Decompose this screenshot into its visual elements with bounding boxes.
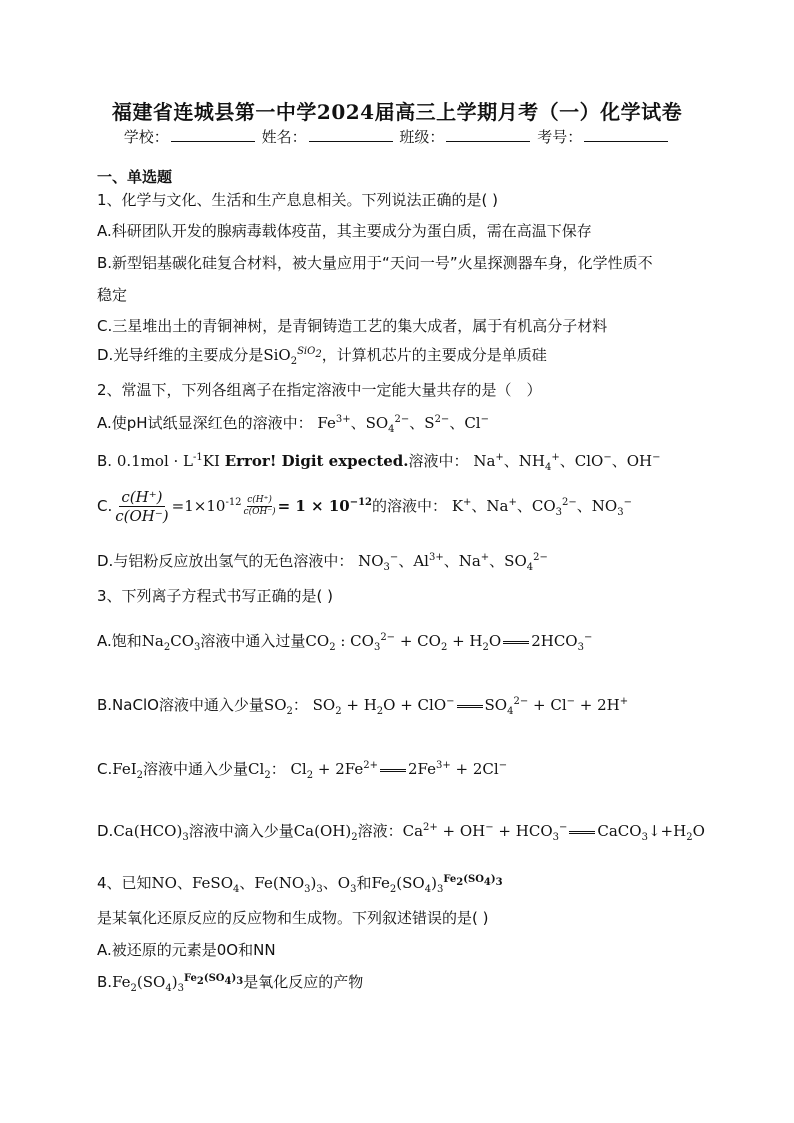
q3-d-equation: $Ca^{2+} + OH^- + HCO_3^-$ $CaCO_3↓+H_2O$ — [402, 822, 705, 843]
q3-a-prefix: A.饱和 — [97, 632, 142, 650]
q3-c-reagent: FeI$_2$ — [112, 760, 144, 781]
ki-text: KI — [202, 452, 220, 470]
equals-arrow — [569, 831, 595, 834]
formula-text: SiO — [297, 346, 316, 357]
exam-title: 福建省连城县第一中学2024届高三上学期月考（一）化学试卷 — [111, 100, 683, 124]
conc-sup: -1 — [193, 452, 203, 463]
q1-d-prefix: D.光导纤维的主要成分是 — [97, 346, 264, 364]
q3-a-mid: 溶液中通入过量 — [200, 632, 306, 650]
formula-sub: 2 — [290, 356, 298, 367]
q2-c-fraction-dup — [244, 495, 276, 518]
q2-c-suffix: 的溶液中： — [372, 497, 448, 515]
q3-d-prefix: D. — [97, 822, 114, 840]
conc-text: 0.1mol · L — [116, 452, 194, 470]
q2-option-a — [97, 412, 489, 433]
equals-arrow — [503, 641, 529, 644]
equals-arrow — [457, 705, 483, 708]
q3-d-reagent2: $Ca(OH)_2$ — [293, 822, 358, 843]
name-label: 姓名： — [261, 128, 307, 146]
q3-option-c — [97, 758, 507, 779]
q4-b-suffix: 是氧化反应的产物 — [243, 973, 364, 991]
q3-a-equation: $CO_2$ : $CO_3^{2-} + CO_2 + H_2O$ $2HCO_3^-$ — [305, 632, 593, 653]
q3-option-d — [97, 820, 705, 841]
q4-stem-and: 和 — [356, 874, 372, 892]
q4-stem-prefix: 4、已知 — [97, 874, 152, 892]
q2-option-c — [97, 488, 632, 525]
q2-c-fraction — [113, 488, 170, 525]
q3-c-mid: 溶液中通入少量 — [143, 760, 249, 778]
q3-option-a — [97, 630, 592, 651]
eq-text: = 1 × 10 — [277, 497, 350, 515]
q1-option-b-cont: 稳定 — [97, 286, 128, 304]
q2-c-equation — [172, 497, 242, 515]
q2-d-ions: $NO_3^-$、$Al^{3+}$、Na+、$SO_4^{2-}$ — [358, 552, 548, 573]
q1-d-formula — [263, 346, 298, 367]
eq-sup: -12 — [225, 497, 242, 508]
number-label: 考号： — [537, 128, 583, 146]
q1-stem: 1、化学与文化、生活和生产息息相关。下列说法正确的是( ) — [97, 191, 499, 209]
fraction-denominator: c(OH⁻) — [243, 507, 276, 517]
class-label: 班级： — [399, 128, 445, 146]
q2-b-conc — [117, 452, 220, 470]
q1-option-a: A.科研团队开发的腺病毒载体疫苗，其主要成分为蛋白质，需在高温下保存 — [97, 222, 592, 240]
q3-a-reagent: $Na_2CO_3$ — [141, 632, 201, 653]
q2-b-error-text: Error! Digit expected. — [224, 452, 409, 470]
q3-b-equation: $SO_2$： $SO_2 + H_2O + ClO^-$ $SO_4^{2-} + Cl^- + 2H^+$ — [263, 696, 629, 717]
fraction-numerator: c(H⁺) — [121, 488, 163, 506]
school-label: 学校： — [123, 128, 169, 146]
formula-text: SiO — [263, 346, 291, 364]
q2-a-ions: $Fe^{3+}$、$SO_4^{2-}$、$S^{2-}$、Cl− — [317, 414, 489, 435]
q2-c-prefix: C. — [97, 497, 113, 515]
q2-d-prefix: D.与铝粉反应放出氢气的无色溶液中： — [97, 552, 354, 570]
q2-b-suffix: 溶液中： — [408, 452, 469, 470]
q2-b-ions: Na+、$NH_4^+$、ClO−、OH− — [473, 452, 661, 473]
eq-sup: −12 — [349, 497, 373, 508]
q1-option-c: C.三星堆出土的青铜神树，是青铜铸造工艺的集大成者，属于有机高分子材料 — [97, 317, 608, 335]
q4-species-last: $Fe_2(SO_4)_3$ — [371, 874, 444, 895]
q3-d-reagent: $Ca(HCO)_3$ — [113, 822, 189, 843]
q1-d-suffix: ，计算机芯片的主要成分是单质硅 — [321, 346, 547, 364]
q3-option-b — [97, 694, 628, 715]
q1-option-d — [97, 344, 547, 365]
eq-text: =1×10 — [171, 497, 226, 515]
q2-c-equation-dup — [278, 497, 372, 515]
q2-option-b — [97, 450, 661, 471]
q3-d-suffix: 溶液： — [357, 822, 403, 840]
q4-b-species-dup: Fe2(SO4)3 — [183, 973, 244, 987]
equals-arrow — [380, 769, 406, 772]
q3-c-equation: $Cl_2$： $Cl_2 + 2Fe^{2+}$ $2Fe^{3+} + 2Cl^-$ — [248, 760, 508, 781]
q3-d-mid: 溶液中滴入少量 — [188, 822, 294, 840]
q4-option-b — [97, 971, 363, 992]
student-info-row — [0, 126, 794, 147]
school-blank[interactable] — [171, 127, 255, 142]
q4-option-a: A.被还原的元素是0O和NN — [97, 941, 276, 959]
q3-c-prefix: C. — [97, 760, 113, 778]
q3-b-prefix: B.NaClO溶液中通入少量 — [97, 696, 264, 714]
q2-option-d — [97, 550, 548, 571]
fraction-numerator: c(H⁺) — [247, 495, 272, 505]
number-blank[interactable] — [584, 127, 668, 142]
class-blank[interactable] — [446, 127, 530, 142]
formula-sub: 2 — [315, 349, 322, 360]
q4-b-prefix: B. — [97, 973, 113, 991]
q2-stem: 2、常温下，下列各组离子在指定溶液中一定能大量共存的是（ ） — [97, 381, 542, 399]
q3-stem: 3、下列离子方程式书写正确的是( ) — [97, 587, 334, 605]
q2-a-prefix: A.使pH试纸显深红色的溶液中： — [97, 414, 313, 432]
q4-b-species: $Fe_2(SO_4)_3$ — [112, 973, 184, 994]
q4-species: NO、FeSO$_4$、$Fe(NO_3)_3$、$O_3$ — [151, 874, 357, 895]
fraction-denominator: c(OH⁻) — [115, 507, 169, 525]
section-title: 一、单选题 — [97, 168, 173, 186]
q1-d-formula-dup — [297, 346, 322, 360]
q2-b-prefix: B. — [97, 452, 113, 470]
q1-option-b: B.新型铝基碳化硅复合材料，被大量应用于“天问一号”火星探测器车身，化学性质不 — [97, 254, 653, 272]
name-blank[interactable] — [309, 127, 393, 142]
q4-stem-cont: 是某氧化还原反应的反应物和生成物。下列叙述错误的是( ) — [97, 909, 489, 927]
q2-c-ions: K+、Na+、$CO_3^{2-}$、$NO_3^-$ — [451, 497, 632, 518]
q4-species-dup: Fe2(SO4)3 — [443, 874, 503, 888]
q4-stem — [97, 872, 503, 893]
